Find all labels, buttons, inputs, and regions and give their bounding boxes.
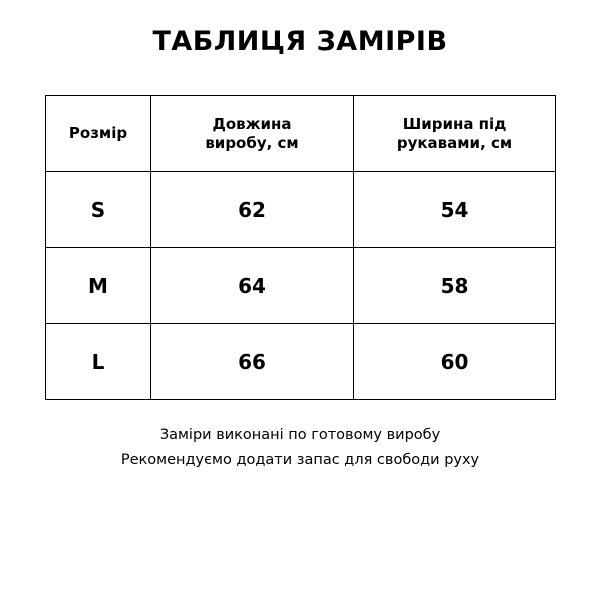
header-size-label: Розмір [68,124,128,142]
cell-size: L [46,324,151,400]
page-title: ТАБЛИЦЯ ЗАМІРІВ [152,26,448,57]
cell-length: 62 [151,172,354,248]
header-length [151,96,354,172]
header-size [46,96,151,172]
table-row [46,324,556,400]
cell-length: 66 [151,324,354,400]
table-header-row [46,96,556,172]
cell-width: 60 [354,324,556,400]
table-row [46,172,556,248]
table-row [46,248,556,324]
measurement-note: Заміри виконані по готовому виробу [159,427,441,443]
cell-width: 58 [354,248,556,324]
header-width-line2: рукавами, см [396,133,513,152]
size-chart-table [45,95,556,400]
cell-length: 64 [151,248,354,324]
header-length-line2: виробу, см [205,133,299,152]
cell-size: S [46,172,151,248]
header-width-line1: Ширина під [402,114,507,133]
recommendation-note: Рекомендуємо додати запас для свободи руху [120,452,480,468]
header-width [354,96,556,172]
cell-width: 54 [354,172,556,248]
cell-size: M [46,248,151,324]
header-length-line1: Довжина [212,114,292,133]
